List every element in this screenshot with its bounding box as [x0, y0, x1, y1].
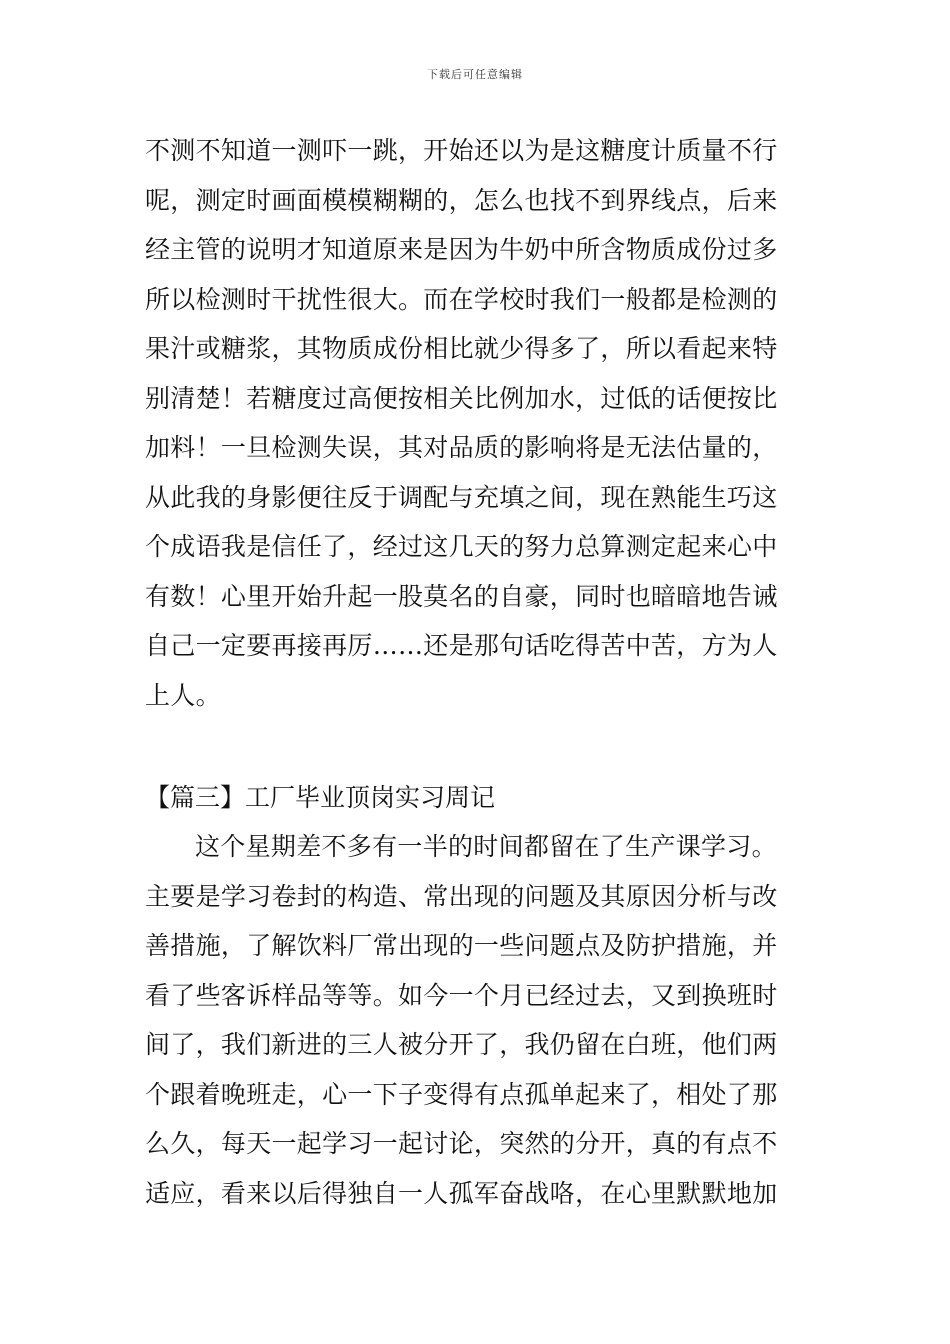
text-line: 经主管的说明才知道原来是因为牛奶中所含物质成份过多: [145, 235, 778, 264]
paragraph-2: [145, 822, 815, 1218]
text-line: 间了，我们新进的三人被分开了，我仍留在白班，他们两: [145, 1030, 778, 1059]
paragraph-1: [145, 126, 815, 720]
page-header-note: 下载后可任意编辑: [427, 68, 523, 81]
text-line: 呢，测定时画面模模糊糊的，怎么也找不到界线点，后来: [145, 185, 778, 215]
text-line: 别清楚！若糖度过高便按相关比例加水，过低的话便按比: [145, 383, 778, 413]
text-line: 个成语我是信任了，经过这几天的努力总算测定起来心中: [145, 532, 778, 561]
section-title: 【篇三】工厂毕业顶岗实习周记: [145, 783, 496, 812]
text-line: 从此我的身影便往反于调配与充填之间，现在熟能生巧这: [145, 482, 778, 512]
text-line: 善措施，了解饮料厂常出现的一些问题点及防护措施，并: [145, 931, 778, 960]
text-line: 上人。: [145, 680, 221, 710]
text-line: 主要是学习卷封的构造、常出现的问题及其原因分析与改: [145, 881, 778, 911]
text-line: 果汁或糖浆，其物质成份相比就少得多了，所以看起来特: [145, 334, 778, 363]
text-line: 个跟着晚班走，心一下子变得有点孤单起来了，相处了那: [145, 1079, 778, 1109]
text-line: 么久，每天一起学习一起讨论，突然的分开，真的有点不: [145, 1129, 778, 1158]
text-line: 这个星期差不多有一半的时间都留在了生产课学习。: [195, 832, 777, 861]
text-line: 有数！心里开始升起一股莫名的自豪，同时也暗暗地告诫: [145, 581, 778, 611]
text-line: 不测不知道一测吓一跳，开始还以为是这糖度计质量不行: [145, 136, 778, 165]
text-line: 看了些客诉样品等等。如今一个月已经过去，又到换班时: [145, 980, 778, 1010]
text-line: 加料！一旦检测失误，其对品质的影响将是无法估量的，: [145, 433, 778, 462]
text-line: 适应，看来以后得独自一人孤军奋战咯，在心里默默地加: [145, 1178, 778, 1208]
text-line: 自己一定要再接再厉……还是那句话吃得苦中苦，方为人: [145, 631, 778, 660]
text-line: 所以检测时干扰性很大。而在学校时我们一般都是检测的: [145, 284, 778, 314]
